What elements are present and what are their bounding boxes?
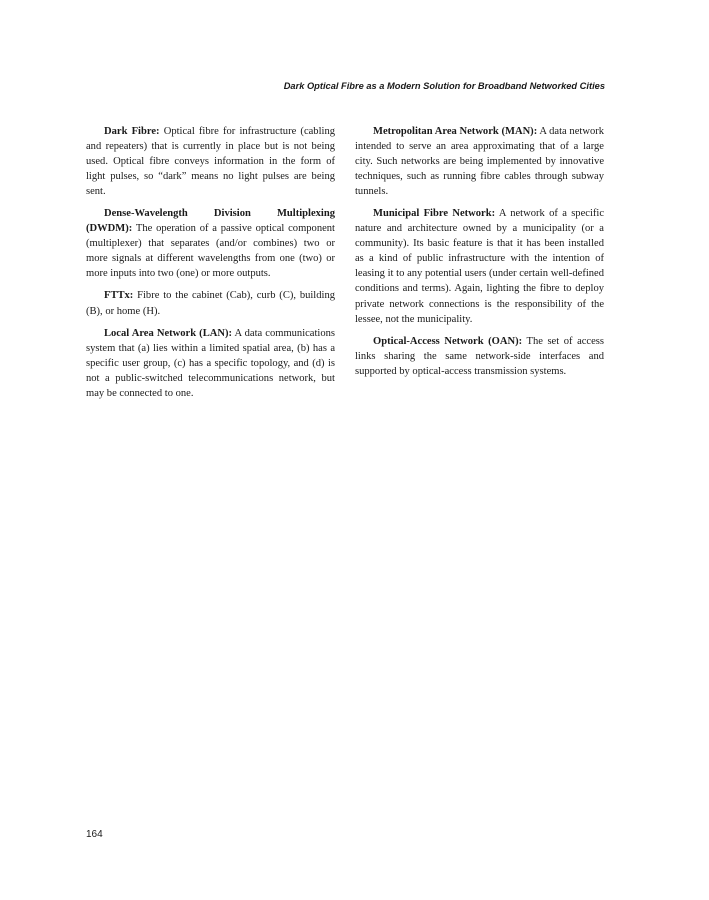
page-number: 164 (86, 829, 103, 840)
running-head-title: Dark Optical Fibre as a Modern Solution for Broadband Networked Cities (283, 81, 605, 91)
glossary-definition: The set of access links sharing the same network-side interfaces and supported by optical-access transmission systems. (355, 335, 605, 377)
glossary-entry-municipal-fibre-network (355, 206, 604, 326)
glossary-term: Dark Fibre: (104, 126, 160, 137)
glossary-definition: Fibre to the cabinet (Cab), curb (C), building (B), or home (H). (86, 290, 335, 317)
glossary-left-column (86, 124, 335, 408)
glossary-definition: A network of a specific nature and architecture owned by a municipality (or a community). Its basic feature is that it has been installed as a kind of public infrastructure with the intention of leasing it to any potential users (under certain well-defined conditions and terms). Again, lighting the fibre to deploy private network connections is the responsibility of the lessee, not the municipality. (355, 208, 604, 325)
glossary-entry-fttx (86, 288, 335, 318)
glossary-term: Optical-Access Network (OAN): (373, 335, 523, 347)
glossary-entry-man (355, 124, 604, 199)
glossary-right-column (355, 124, 604, 386)
glossary-definition: A data network intended to serve an area approximating that of a large city. Such networks are being implemented by innovative techniques, such as running fibre cables through subway tunnels. (355, 126, 604, 198)
glossary-entry-oan (355, 334, 604, 379)
glossary-entry-lan (86, 326, 335, 401)
glossary-term: Dense-Wavelength Division Multiplexing (DWDM): (86, 208, 335, 235)
glossary-entry-dwdm (86, 206, 335, 281)
glossary-term: Metropolitan Area Network (MAN): (373, 126, 538, 137)
glossary-definition: The operation of a passive optical component (multiplexer) that separates (and/or combines) two or more signals at different wavelengths from one (two) or more inputs into two (one) or more outputs. (86, 223, 335, 280)
glossary-definition: A data communications system that (a) lies within a limited spatial area, (b) has a specific user group, (c) has a specific topology, and (d) is not a public-switched telecommunications network, but may be connected to one. (86, 327, 336, 399)
glossary-entry-dark-fibre (86, 124, 335, 199)
glossary-definition: Optical fibre for infrastructure (cabling and repeaters) that is currently in place but is not being used. Optical fibre conveys information in the form of light pulses, so “dark” means no light pulses are being sent. (86, 126, 335, 198)
glossary-term: FTTx: (104, 290, 134, 302)
glossary-term: Municipal Fibre Network: (373, 208, 496, 220)
glossary-term: Local Area Network (LAN): (104, 327, 232, 339)
